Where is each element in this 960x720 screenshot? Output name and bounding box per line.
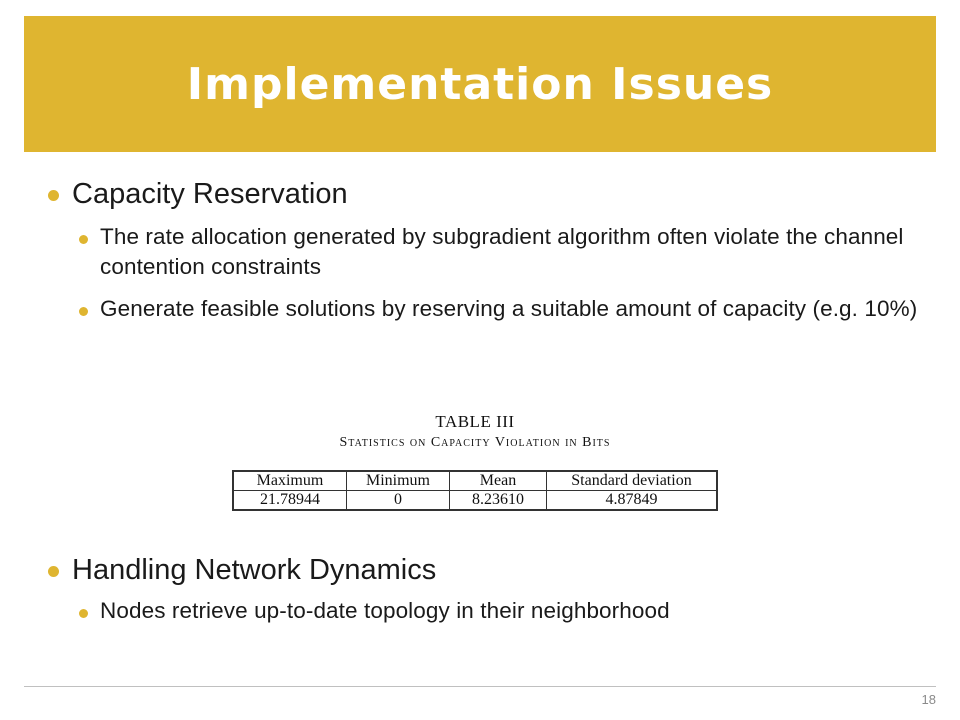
footer-divider	[24, 686, 936, 687]
sub-bullet-text: Generate feasible solutions by reserving a suitable amount of capacity (e.g. 10%)	[100, 296, 918, 321]
bullet-dot-icon	[79, 609, 88, 618]
sub-bullet-feasible-solutions	[48, 294, 928, 324]
header-mean: Mean	[450, 471, 547, 491]
bullet-dot-icon	[79, 307, 88, 316]
cell-maximum: 21.78944	[233, 491, 347, 511]
statistics-table	[232, 470, 718, 511]
header-standard-deviation: Standard deviation	[547, 471, 718, 491]
bullet-dot-icon	[79, 235, 88, 244]
bullet-network-dynamics	[48, 552, 928, 588]
slide-content-lower	[48, 552, 928, 626]
bullet-capacity-reservation	[48, 176, 928, 212]
section1-heading: Capacity Reservation	[72, 178, 348, 210]
sub-bullet-text: Nodes retrieve up-to-date topology in their neighborhood	[100, 598, 670, 623]
table-caption: Statistics on Capacity Violation in Bits	[339, 435, 611, 450]
page-number: 18	[921, 692, 936, 707]
statistics-table-figure	[232, 412, 718, 511]
section2-heading: Handling Network Dynamics	[72, 554, 437, 586]
sub-bullet-text: The rate allocation generated by subgradient algorithm often violate the channel contention constraints	[100, 224, 904, 279]
bullet-dot-icon	[48, 190, 59, 201]
cell-standard-deviation: 4.87849	[547, 491, 718, 511]
sub-bullet-rate-allocation	[48, 222, 928, 282]
title-bar	[24, 16, 936, 152]
table-label: TABLE III	[435, 412, 515, 431]
sub-bullet-topology	[48, 596, 928, 626]
slide-content	[48, 176, 928, 324]
table-header-row	[233, 471, 717, 491]
cell-minimum: 0	[347, 491, 450, 511]
table-row	[233, 491, 717, 511]
cell-mean: 8.23610	[450, 491, 547, 511]
header-minimum: Minimum	[347, 471, 450, 491]
slide-title: Implementation Issues	[186, 58, 774, 110]
header-maximum: Maximum	[233, 471, 347, 491]
bullet-dot-icon	[48, 566, 59, 577]
